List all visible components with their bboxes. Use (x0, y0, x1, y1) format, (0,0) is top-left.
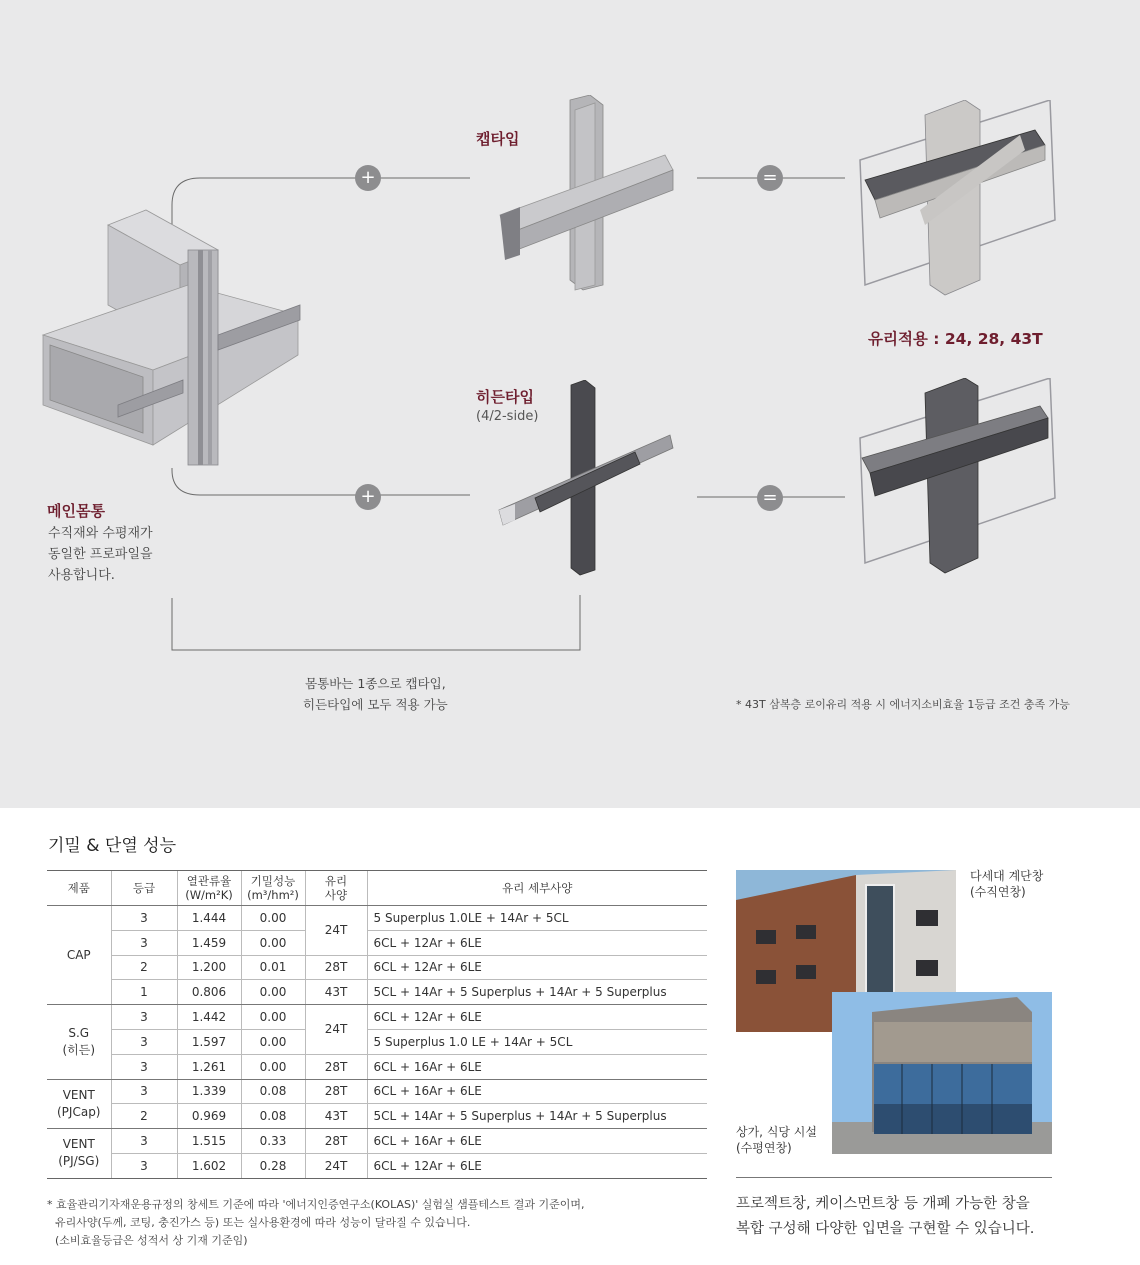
header-u-value: 열관류율 (W/m²K) (177, 871, 241, 906)
performance-table (47, 870, 707, 1179)
product-cell: VENT (PJCap) (47, 1079, 111, 1129)
performance-section-title: 기밀 & 단열 성능 (48, 836, 176, 856)
header-product: 제품 (47, 871, 111, 906)
hidden-type-assembled-illustration (850, 378, 1060, 578)
table-row: 1 0.806 0.00 43T 5CL + 14Ar + 5 Superplus + 14Ar + 5 Superplus (47, 980, 707, 1005)
divider (736, 1177, 1052, 1178)
table-row: 3 1.261 0.00 28T 6CL + 16Ar + 6LE (47, 1054, 707, 1079)
header-glass: 유리 사양 (305, 871, 367, 906)
product-cell: VENT (PJ/SG) (47, 1129, 111, 1179)
plus-icon: + (355, 165, 381, 191)
product-cell: S.G (히든) (47, 1005, 111, 1079)
photo2-caption: 상가, 식당 시설 (수평연창) (736, 1125, 817, 1155)
table-row: 3 1.459 0.00 6CL + 12Ar + 6LE (47, 930, 707, 955)
equals-icon: = (757, 165, 783, 191)
header-airtight: 기밀성능 (m³/hm²) (241, 871, 305, 906)
energy-efficiency-note: * 43T 삼복층 로이유리 적용 시 에너지소비효율 1등급 조건 충족 가능 (736, 698, 1070, 711)
header-glass-detail: 유리 세부사양 (367, 871, 707, 906)
table-row: VENT (PJ/SG) 3 1.515 0.33 28T 6CL + 16Ar + 6LE (47, 1129, 707, 1154)
table-row: VENT (PJCap) 3 1.339 0.08 28T 6CL + 16Ar + 6LE (47, 1079, 707, 1104)
hidden-type-profile-illustration (495, 380, 675, 580)
cap-type-assembled-illustration (850, 100, 1060, 300)
body-bar-note: 몸통바는 1종으로 캡타입, 히든타입에 모두 적용 가능 (303, 676, 448, 712)
cap-type-title: 캡타입 (476, 130, 520, 148)
table-row: 2 1.200 0.01 28T 6CL + 12Ar + 6LE (47, 955, 707, 980)
plus-icon: + (355, 484, 381, 510)
product-cell: CAP (47, 906, 111, 1005)
hidden-type-title: 히든타입 (476, 388, 534, 406)
glass-application-label: 유리적용 : 24, 28, 43T (868, 330, 1043, 348)
cap-type-profile-illustration (495, 95, 675, 295)
equals-icon: = (757, 485, 783, 511)
table-row: 2 0.969 0.08 43T 5CL + 14Ar + 5 Superplus + 14Ar + 5 Superplus (47, 1104, 707, 1129)
table-row: S.G (히든) 3 1.442 0.00 24T 6CL + 12Ar + 6LE (47, 1005, 707, 1030)
photo1-caption: 다세대 계단창 (수직연창) (970, 869, 1044, 899)
facade-caption: 프로젝트창, 케이스먼트창 등 개폐 가능한 창을 복합 구성해 다양한 입면을 구현할 수 있습니다. (736, 1196, 1035, 1237)
table-row: 3 1.597 0.00 5 Superplus 1.0 LE + 14Ar + 5CL (47, 1029, 707, 1054)
table-row: 3 1.602 0.28 24T 6CL + 12Ar + 6LE (47, 1153, 707, 1178)
hidden-type-subtitle: (4/2-side) (476, 409, 539, 424)
main-body-profile-illustration (38, 205, 308, 475)
photo-commercial-building (832, 992, 1052, 1154)
table-row: CAP 3 1.444 0.00 24T 5 Superplus 1.0LE + 14Ar + 5CL (47, 906, 707, 931)
main-body-title: 메인몸통 (47, 502, 105, 520)
header-grade: 등급 (111, 871, 177, 906)
main-body-description: 수직재와 수평재가 동일한 프로파일을 사용합니다. (48, 526, 153, 583)
table-header-row (47, 871, 707, 906)
table-footnote: * 효율관리기자재운용규정의 창세트 기준에 따라 '에너지인증연구소(KOLAS)' 실험실 샘플테스트 결과 기준이며, 유리사양(두께, 코팅, 충진가스 등) 또는 실사용환경에 따라 성능이 달라질 수 있습니다. (소비효율등급은 성적서 상 기재 기준임) (47, 1198, 585, 1247)
